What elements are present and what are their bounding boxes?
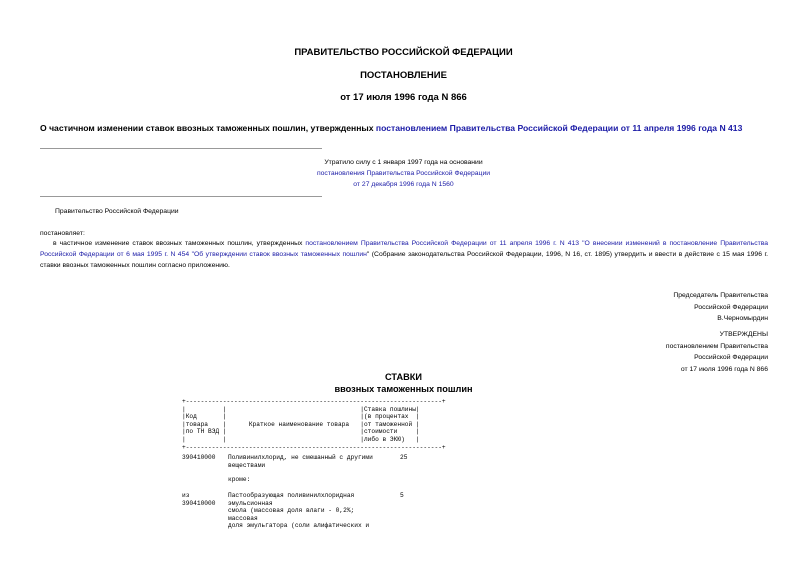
- approved-line3: Российской Федерации: [694, 354, 768, 361]
- body-text-start: в частичное изменение ставок ввозных таможенных пошлин, утвержденных: [53, 240, 306, 247]
- rates-title: СТАВКИ: [385, 372, 422, 382]
- lost-force-link-date[interactable]: от 27 декабря 1996 года N 1560: [353, 181, 454, 188]
- document-subject: [40, 123, 780, 133]
- body-text-end: " (Собрание законодательства Российской Федерации, 1996, N 16, ст. 1895) утвердить и ввести в действие с 15 мая 1996 г. ставки ввозных таможенных пошлин согласно приложению.: [40, 251, 768, 269]
- approved-block: [666, 329, 768, 375]
- body-link-454[interactable]: постановление Правительства Российской Федерации от 6 мая 1995 г. N 454: [40, 240, 769, 258]
- table-cell-rate: 25: [400, 454, 408, 461]
- divider-bottom: [40, 196, 322, 197]
- body-link-rates[interactable]: Об утверждении ставок ввозных таможенных пошлин: [194, 251, 367, 258]
- table-header-line: |Код | |(в процентах |: [182, 413, 420, 420]
- signature-block: [673, 290, 768, 325]
- document-date: от 17 июля 1996 года N 866: [340, 92, 467, 103]
- lost-force-line1: Утратило силу с 1 января 1997 года на основании: [324, 159, 483, 166]
- approved-line1: УТВЕРЖДЕНЫ: [719, 331, 768, 338]
- lost-force-note: [0, 157, 807, 190]
- lost-force-link-decree[interactable]: постановления Правительства Российской Федерации: [316, 170, 491, 177]
- table-cell-code: из 390410000: [182, 492, 216, 507]
- table-cell-name: кроме:: [228, 476, 251, 483]
- table-cell-code: 390410000: [182, 454, 216, 461]
- signature-line2: Российской Федерации: [694, 303, 768, 311]
- table-header-line: | | |Ставка пошлины|: [182, 406, 420, 413]
- table-border-bottom: +---------------------------------------------------------------------+: [182, 444, 446, 451]
- table-header-line: |по ТН ВЭД | |стоимости |: [182, 428, 420, 435]
- divider-top: [40, 148, 322, 149]
- rates-heading: [0, 372, 807, 395]
- body-link-413[interactable]: постановлением Правительства Российской Федерации от 11 апреля 1996 г. N 413: [305, 240, 580, 247]
- body-text-mid2: ": [189, 251, 195, 258]
- subject-decree-link[interactable]: постановлением: [375, 123, 448, 133]
- rates-subtitle: ввозных таможенных пошлин: [334, 383, 473, 394]
- table-border-top: +---------------------------------------------------------------------+: [182, 398, 446, 405]
- subject-suffix[interactable]: Правительства Российской Федерации от 11 апреля 1996 года N 413: [447, 123, 743, 133]
- table-header-line: | | |либо в ЭКЮ) |: [182, 436, 420, 443]
- table-cell-rate: 5: [400, 492, 404, 499]
- table-cell-name: Поливинилхлорид, не смешанный с другими веществами: [228, 454, 373, 469]
- document-type: ПОСТАНОВЛЕНИЕ: [360, 70, 447, 81]
- table-cell-name: Пастообразующая поливинилхлоридная эмульсионная смола (массовая доля влаги - 0,2%; массовая доля эмульгатора (соли алифатических и: [228, 492, 370, 530]
- table-header-line: |товара | Краткое наименование товара |от таможенной |: [182, 421, 420, 428]
- body-decrees: постановляет:: [40, 230, 85, 237]
- body-government: Правительство Российской Федерации: [55, 208, 179, 215]
- signature-line1: Председатель Правительства: [673, 292, 768, 299]
- signature-line3: В.Черномырдин: [717, 315, 768, 322]
- approved-line2[interactable]: постановлением Правительства: [665, 342, 768, 350]
- subject-prefix: О частичном изменении ставок ввозных таможенных пошлин, утвержденных: [40, 123, 376, 133]
- government-heading: ПРАВИТЕЛЬСТВО РОССИЙСКОЙ ФЕДЕРАЦИИ: [294, 47, 513, 58]
- approved-line4: от 17 июля 1996 года N 866: [680, 365, 768, 373]
- body-text-mid1: "О внесении изменений в: [579, 240, 670, 247]
- body-paragraph: [40, 238, 768, 271]
